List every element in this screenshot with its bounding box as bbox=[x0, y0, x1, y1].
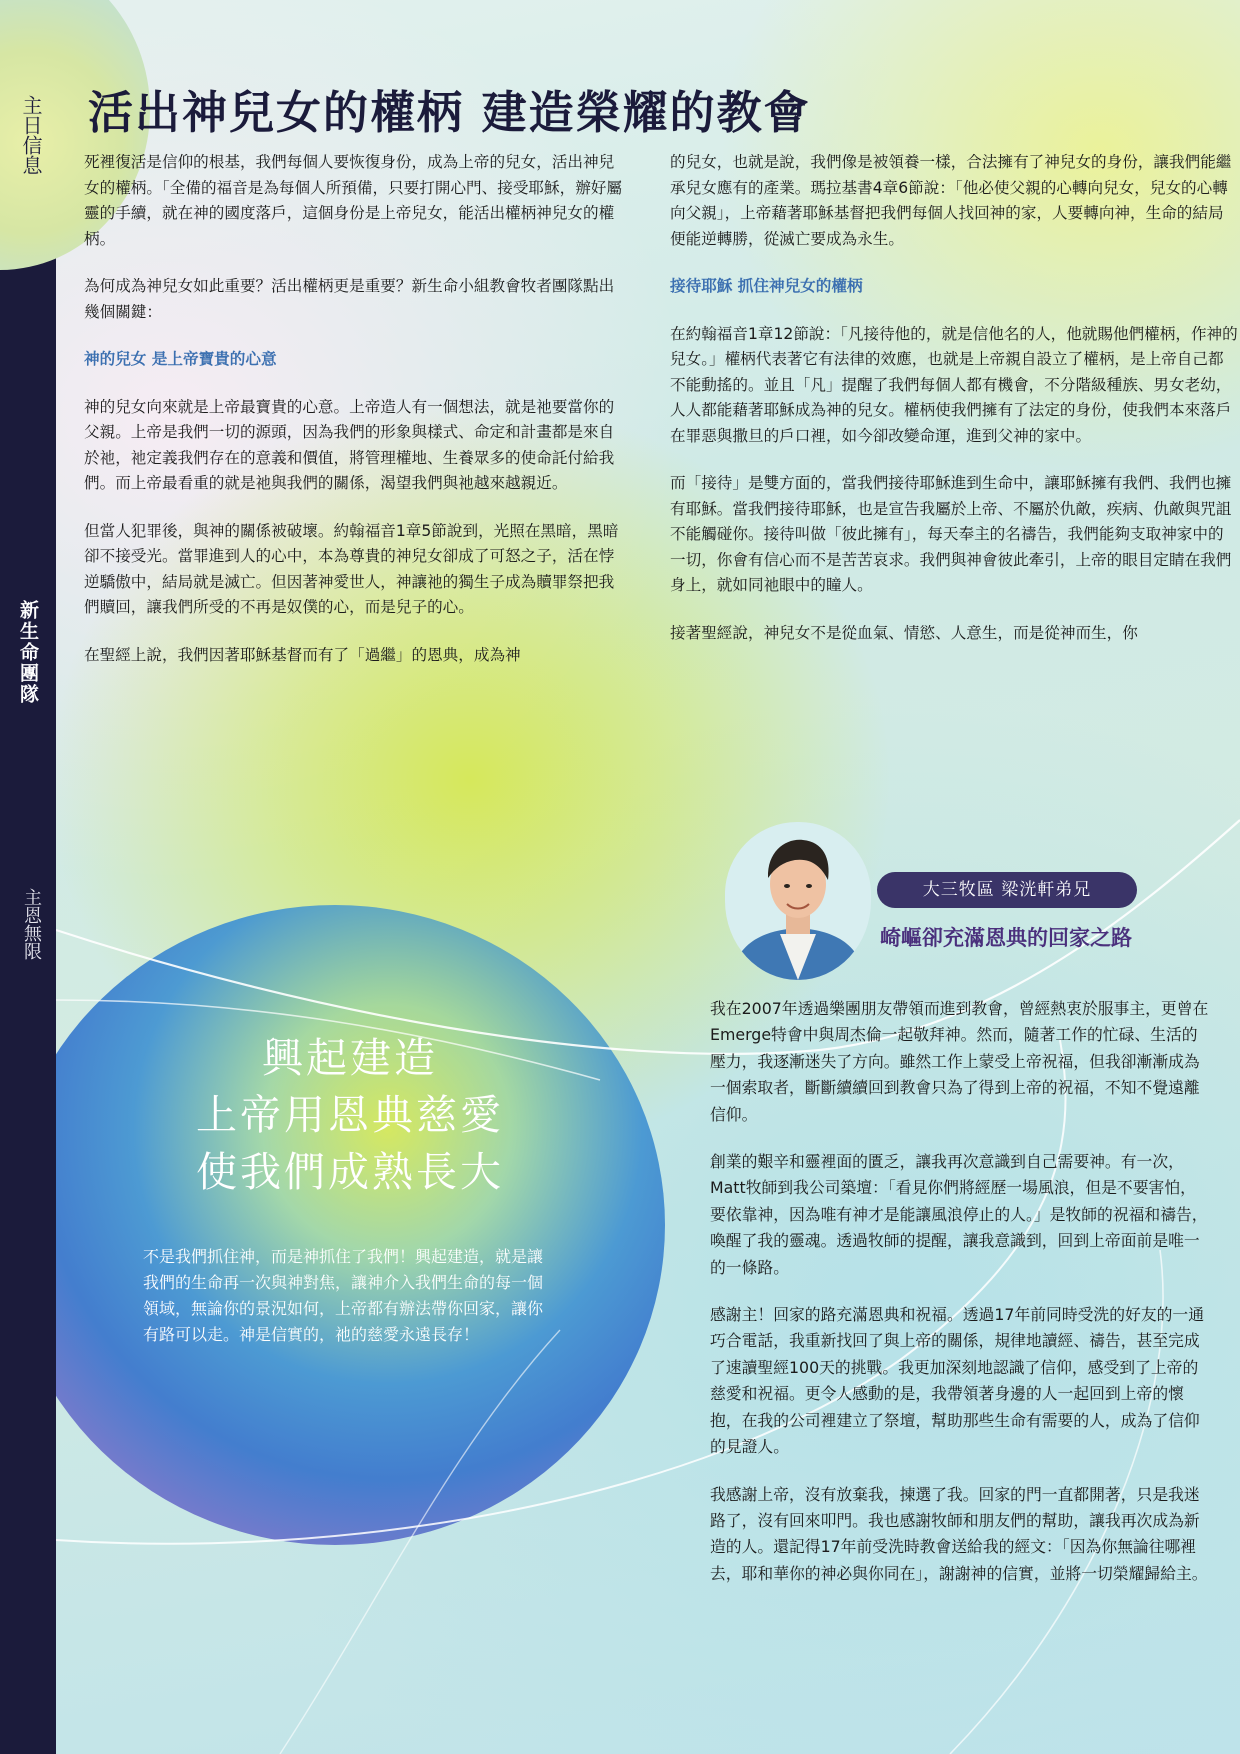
feature-title-line: 上帝用恩典慈愛 bbox=[196, 1091, 504, 1139]
article-paragraph: 的兒女，也就是說，我們像是被領養一樣，合法擁有了神兒女的身份，讓我們能繼承兒女應有的產業。瑪拉基書4章6節說：「他必使父親的心轉向兒女，兒女的心轉向父親」，上帝藉著耶穌基督把我們每個人找回神的家，人要轉向神，生命的結局便能逆轉勝，從滅亡要成為永生。 bbox=[670, 153, 1232, 248]
feature-circle bbox=[5, 905, 665, 1545]
story-paragraph: 感謝主！回家的路充滿恩典和祝福。透過17年前同時受洗的好友的一通巧合電話，我重新找回了與上帝的關係，規律地讀經、禱告，甚至完成了速讀聖經100天的挑戰。我更加深刻地認識了信仰，感受到了上帝的慈愛和祝福。更令人感動的是，我帶領著身邊的人一起回到上帝的懷抱，在我的公司裡建立了祭壇，幫助那些生命有需要的人，成為了信仰的見證人。 bbox=[710, 1305, 1205, 1457]
article-paragraph: 接著聖經說，神兒女不是從血氣、情慾、人意生，而是從神而生，你 bbox=[670, 623, 1138, 642]
article-paragraph: 在約翰福音1章12節說：「凡接待他的，就是信他名的人，他就賜他們權柄，作神的兒女。」權柄代表著它有法律的效應，也就是上帝親自設立了權柄，是上帝自己都不能動搖的。並且「凡」提醒了我們每個人都有機會，不分階級種族、男女老幼，人人都能藉著耶穌成為神的兒女。權柄使我們擁有了法定的身份，使我們本來落戶在罪惡與撒旦的戶口裡，如今卻改變命運，進到父神的家中。 bbox=[670, 324, 1238, 445]
story-paragraph: 我在2007年透過樂團朋友帶領而進到教會，曾經熱衷於服事主，更曾在Emerge特會中與周杰倫一起敬拜神。然而，隨著工作的忙碌、生活的壓力，我逐漸迷失了方向。雖然工作上蒙受上帝祝福，但我卻漸漸成為一個索取者，斷斷續續回到教會只為了得到上帝的祝福，不知不覺遠離信仰。 bbox=[710, 999, 1209, 1124]
story-paragraph: 我感謝上帝，沒有放棄我，揀選了我。回家的門一直都開著，只是我迷路了，沒有回來叩門。我也感謝牧師和朋友們的幫助，讓我再次成為新造的人。還記得17年前受洗時教會送給我的經文：「因為你無論往哪裡去，耶和華你的神必與你同在」，謝謝神的信實，並將一切榮耀歸給主。 bbox=[710, 1484, 1208, 1583]
article-paragraph: 神的兒女向來就是上帝最寶貴的心意。上帝造人有一個想法，就是祂要當你的父親。上帝是我們一切的源頭，因為我們的形象與樣式、命定和計畫都是來自於祂，祂定義我們存在的意義和價值，將管理權地、生養眾多的使命託付給我們。而上帝最看重的就是祂與我們的關係，渴望我們與祂越來越親近。 bbox=[84, 397, 615, 492]
article-paragraph: 而「接待」是雙方面的，當我們接待耶穌進到生命中，讓耶穌擁有我們、我們也擁有耶穌。當我們接待耶穌，也是宣告我屬於上帝、不屬於仇敵，疾病、仇敵與咒詛不能觸碰你。接待叫做「彼此擁有」，每天奉主的名禱告，我們能夠支取神家中的一切，你會有信心而不是苦苦哀求。我們與神會彼此牽引，上帝的眼目定睛在我們身上，就如同祂眼中的瞳人。 bbox=[670, 474, 1232, 594]
section-heading: 神的兒女 是上帝寶貴的心意 bbox=[84, 350, 277, 368]
author-badge: 大三牧區 梁洸軒弟兄 bbox=[877, 872, 1137, 908]
portrait-photo bbox=[725, 822, 871, 980]
feature-title-line: 使我們成熟長大 bbox=[196, 1148, 504, 1196]
team-label: 新生命團隊 bbox=[17, 600, 39, 705]
story-paragraph: 創業的艱辛和靈裡面的匱乏，讓我再次意識到自己需要神。有一次，Matt牧師到我公司築壇：「看見你們將經歷一場風浪，但是不要害怕，要依靠神，因為唯有神才是能讓風浪停止的人。」是牧師的祝福和禱告，喚醒了我的靈魂。透過牧師的提醒，讓我意識到，回到上帝面前是唯一的一條路。 bbox=[710, 1152, 1208, 1277]
section-logo: 主日信息 bbox=[19, 95, 43, 175]
section-heading: 接待耶穌 抓住神兒女的權柄 bbox=[670, 277, 863, 295]
story-title: 崎嶇卻充滿恩典的回家之路 bbox=[880, 926, 1132, 950]
feature-body: 不是我們抓住神，而是神抓住了我們！興起建造，就是讓我們的生命再一次與神對焦，讓神介入我們生命的每一個領域，無論你的景況如何，上帝都有辦法帶你回家，讓你有路可以走。神是信實的，祂的慈愛永遠長存！ bbox=[143, 1247, 544, 1344]
article-right-column bbox=[670, 150, 1238, 668]
article-paragraph: 為何成為神兒女如此重要？活出權柄更是重要？新生命小組教會牧者團隊點出幾個關鍵： bbox=[84, 277, 615, 321]
article-paragraph: 但當人犯罪後，與神的關係被破壞。約翰福音1章5節說到，光照在黑暗，黑暗卻不接受光。當罪進到人的心中，本為尊貴的神兒女卻成了可怒之子，活在悖逆驕傲中，結局就是滅亡。但因著神愛世人，神讓祂的獨生子成為贖罪祭把我們贖回，讓我們所受的不再是奴僕的心，而是兒子的心。 bbox=[84, 521, 619, 616]
article-paragraph: 死裡復活是信仰的根基，我們每個人要恢復身份，成為上帝的兒女，活出神兒女的權柄。「全備的福音是為每個人所預備，只要打開心門、接受耶穌，辦好屬靈的手續，就在神的國度落戶，這個身份是上帝兒女，能活出權柄神兒女的權柄。 bbox=[84, 153, 622, 248]
feature-title-line: 興起建造 bbox=[262, 1034, 438, 1082]
article-paragraph: 在聖經上說，我們因著耶穌基督而有了「過繼」的恩典，成為神 bbox=[84, 645, 521, 664]
article-left-column bbox=[84, 150, 622, 690]
calligraphy-sign: 主恩無限 bbox=[21, 888, 42, 960]
story-column bbox=[710, 996, 1210, 1608]
feature-title bbox=[140, 1030, 560, 1201]
page-title: 活出神兒女的權柄 建造榮耀的教會 bbox=[88, 86, 811, 139]
